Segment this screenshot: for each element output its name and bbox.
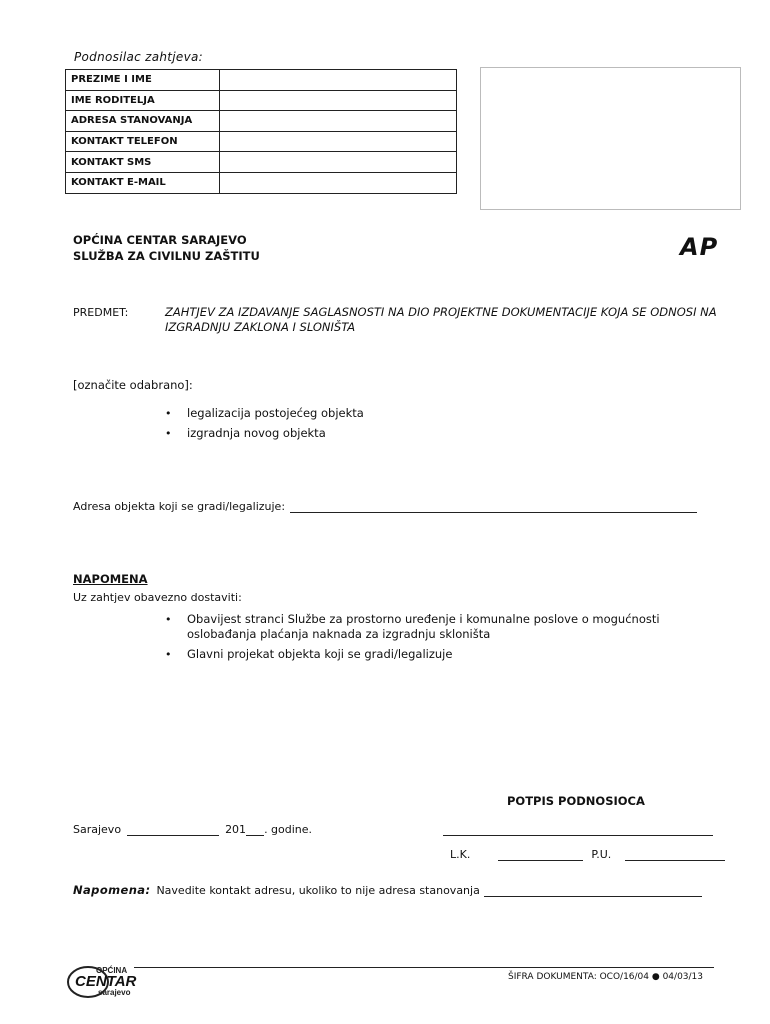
place-label: Sarajevo — [73, 823, 122, 836]
applicant-table — [65, 69, 457, 194]
object-address-label: Adresa objekta koji se gradi/legalizuje: — [73, 500, 286, 513]
note-heading: NAPOMENA — [73, 572, 148, 586]
list-item — [165, 647, 685, 662]
office-name: OPĆINA CENTAR SARAJEVO — [73, 233, 247, 247]
field-label-email: KONTAKT E-MAIL — [66, 172, 220, 193]
office-title — [73, 232, 260, 264]
table-row — [66, 111, 457, 132]
id-card-row — [450, 848, 725, 861]
option-list — [165, 406, 705, 446]
bullet-icon: • — [165, 613, 172, 626]
field-label-parent-name: IME RODITELJA — [66, 90, 220, 111]
lk-label: L.K. — [450, 848, 471, 861]
field-input-residence-address[interactable] — [220, 111, 457, 132]
field-label-phone: KONTAKT TELEFON — [66, 131, 220, 152]
logo-main-text: CENTAR — [75, 973, 137, 990]
table-row — [66, 152, 457, 173]
table-row — [66, 90, 457, 111]
option-label: izgradnja novog objekta — [187, 426, 326, 440]
office-department: SLUŽBA ZA CIVILNU ZAŠTITU — [73, 249, 260, 263]
opcina-centar-logo — [66, 964, 138, 998]
attachment-list — [165, 612, 685, 667]
attachment-text: Glavni projekat objekta koji se gradi/legalizuje — [187, 647, 453, 661]
list-item[interactable] — [165, 426, 705, 441]
field-input-phone[interactable] — [220, 131, 457, 152]
object-address-row — [73, 500, 697, 513]
field-label-name: PREZIME I IME — [66, 70, 220, 91]
footer-divider — [134, 967, 714, 968]
field-input-sms[interactable] — [220, 152, 457, 173]
selection-prompt: [označite odabrano]: — [73, 378, 193, 392]
pu-label: P.U. — [591, 848, 612, 861]
signature-line[interactable] — [443, 835, 713, 836]
year-prefix: 201 — [225, 823, 247, 836]
signature-label: POTPIS PODNOSIOCA — [507, 794, 645, 808]
bullet-icon: • — [165, 648, 172, 661]
year-suffix: . godine. — [264, 823, 313, 836]
list-item[interactable] — [165, 406, 705, 421]
date-input[interactable] — [127, 824, 219, 836]
bullet-icon: • — [165, 427, 172, 440]
applicant-label: Podnosilac zahtjeva: — [74, 50, 204, 64]
table-row — [66, 172, 457, 193]
field-input-parent-name[interactable] — [220, 90, 457, 111]
footnote-label: Napomena: — [73, 883, 151, 897]
document-code: ŠIFRA DOKUMENTA: OCO/16/04 ● 04/03/13 — [508, 972, 704, 982]
object-address-input[interactable] — [290, 500, 697, 513]
note-intro: Uz zahtjev obavezno dostaviti: — [73, 591, 242, 604]
table-row — [66, 131, 457, 152]
list-item — [165, 612, 685, 642]
place-date-row — [73, 823, 312, 836]
pu-input[interactable] — [625, 849, 725, 861]
field-input-email[interactable] — [220, 172, 457, 193]
logo-bottom-text: sarajevo — [98, 988, 131, 997]
stamp-box — [480, 67, 741, 210]
table-row — [66, 70, 457, 91]
field-label-sms: KONTAKT SMS — [66, 152, 220, 173]
field-input-name[interactable] — [220, 70, 457, 91]
subject-text: ZAHTJEV ZA IZDAVANJE SAGLASNOSTI NA DIO PROJEKTNE DOKUMENTACIJE KOJA SE ODNOSI NA IZGRADNJU ZAKLONA I SLONIŠTA — [165, 305, 717, 334]
footnote-text: Navedite kontakt adresu, ukoliko to nije adresa stanovanja — [156, 884, 480, 897]
contact-address-input[interactable] — [484, 885, 702, 897]
year-input[interactable] — [246, 824, 264, 836]
attachment-text: Obavijest stranci Službe za prostorno uređenje i komunalne poslove o mogućnosti oslobađanja plaćanja naknada za izgradnju skloništa — [187, 612, 660, 641]
field-label-residence-address: ADRESA STANOVANJA — [66, 111, 220, 132]
subject-label: PREDMET: — [73, 306, 129, 319]
logo-top-text: OPĆINA — [96, 966, 128, 975]
form-code: AP — [680, 233, 719, 261]
lk-input[interactable] — [498, 849, 583, 861]
bullet-icon: • — [165, 407, 172, 420]
footnote-row — [73, 883, 702, 897]
option-label: legalizacija postojećeg objekta — [187, 406, 364, 420]
